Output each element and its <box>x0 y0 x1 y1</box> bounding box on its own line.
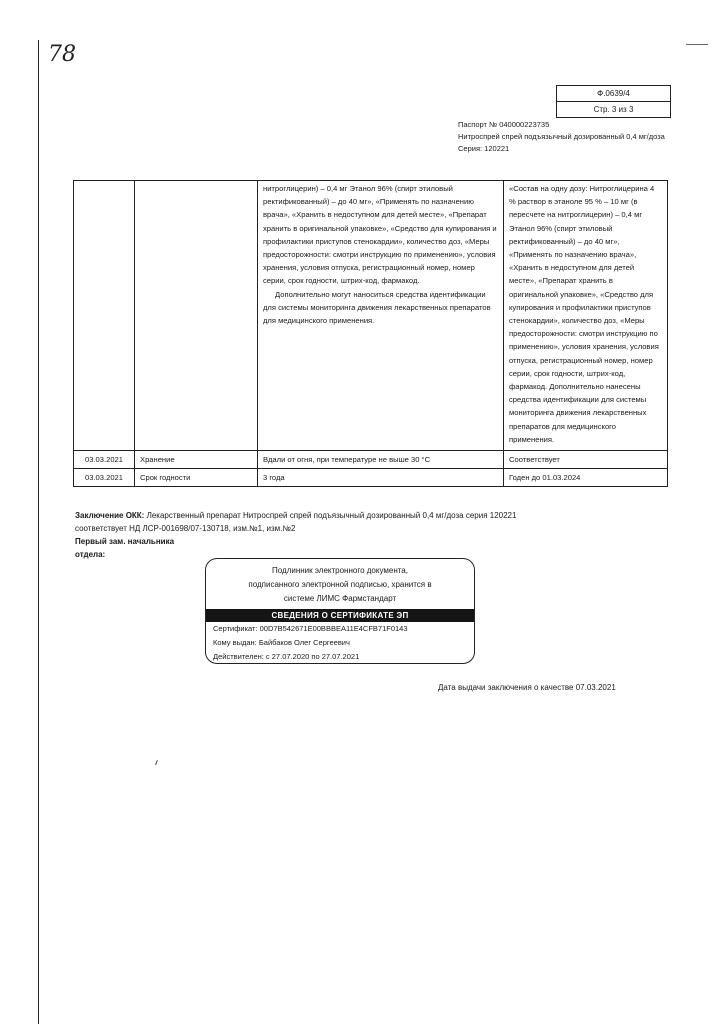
issue-date: Дата выдачи заключения о качестве 07.03.2021 <box>438 683 616 692</box>
table-cell-result: «Состав на одну дозу: Нитроглицерина 4 % раствор в этаноле 95 % – 10 мг (в пересчете на нитроглицерин) – 0,4 мг Этанол 96% (спирт этиловый ректификованный) – до 40 мг», «Применять по назначению врача», «Хранить в недоступном для детей месте», «Препарат хранить в оригинальной упаковке», «Средство для купирования и профилактики приступов стенокардии», количество доз, «Меры предосторожности: смотри инструкцию по применению», условия хранения, условия отпуска, регистрационный номер, номер серии, срок годности, штрих-код, фармакод. Дополнительно нанесены средства идентификации для системы мониторинга движения лекарственных препаратов для медицинского применения. <box>504 181 668 451</box>
table-cell-result: Соответствует <box>504 451 668 469</box>
conclusion-line-2: соответствует НД ЛСР-001698/07-130718, изм.№1, изм.№2 <box>75 524 296 533</box>
electronic-signature-stamp <box>205 558 475 664</box>
table-row <box>74 181 668 451</box>
table-row <box>74 451 668 469</box>
form-code: Ф.0639/4 <box>597 89 630 98</box>
signer-department: отдела: <box>75 550 106 559</box>
conclusion-label: Заключение ОКК: <box>75 511 145 520</box>
table-cell-indicator <box>135 181 258 451</box>
scan-edge-line <box>38 40 39 1024</box>
table-cell-date: 03.03.2021 <box>74 469 135 487</box>
page-indicator: Стр. 3 из 3 <box>557 101 670 117</box>
stamp-issued-to: Кому выдан: Байбаков Олег Сергеевич <box>213 638 350 647</box>
stamp-validity: Действителен: с 27.07.2020 по 27.07.2021 <box>213 652 360 661</box>
conclusion-line-1 <box>75 509 635 522</box>
table-cell-result: Годен до 01.03.2024 <box>504 469 668 487</box>
table-cell-indicator: Хранение <box>135 451 258 469</box>
form-code-box <box>556 85 671 118</box>
conclusion-text: Лекарственный препарат Нитроспрей спрей подъязычный дозированный 0,4 мг/доза серия 120221 <box>144 511 517 520</box>
stamp-line-2: подписанного электронной подписью, хранится в <box>248 580 432 589</box>
stamp-certificate-number: Сертификат: 00D7B542671E00BBBEA11E4CFB71F0143 <box>213 624 408 633</box>
handwritten-page-number: 78 <box>48 42 76 67</box>
requirement-text: нитроглицерин) – 0,4 мг Этанол 96% (спирт этиловый ректификованный) – до 40 мг», «Применять по назначению врача», «Хранить в недоступном для детей месте», «Препарат хранить в оригинальной упаковке», «Средство для купирования и профилактики приступов стенокардии», количество доз, «Меры предосторожности: смотри инструкцию по применению», условия хранения, условия отпуска, регистрационный номер, номер серии, срок годности, штрих-код, фармакод. <box>263 184 497 286</box>
scan-mark <box>155 760 158 765</box>
table-row <box>74 469 668 487</box>
passport-block <box>458 119 668 155</box>
passport-series: Серия: 120221 <box>458 144 510 153</box>
stamp-line-1: Подлинник электронного документа, <box>272 566 408 575</box>
stamp-line-3: системе ЛИМС Фармстандарт <box>283 594 397 603</box>
table-cell-indicator: Срок годности <box>135 469 258 487</box>
passport-number: Паспорт № 040000223735 <box>458 120 550 129</box>
requirement-note: Дополнительно могут наноситься средства идентификации для системы мониторинга движения лекарственных препаратов для медицинского применения. <box>263 289 491 326</box>
signer-position: Первый зам. начальника <box>75 537 175 546</box>
scan-mark <box>686 44 708 45</box>
table-cell-date: 03.03.2021 <box>74 451 135 469</box>
stamp-header-text <box>206 559 474 606</box>
passport-product: Нитроспрей спрей подъязычный дозированный 0,4 мг/доза <box>458 132 665 141</box>
table-cell-date <box>74 181 135 451</box>
table-cell-requirement <box>258 181 504 451</box>
table-cell-requirement: Вдали от огня, при температуре не выше 30 °С <box>258 451 504 469</box>
conclusion-block <box>75 509 635 561</box>
analysis-table <box>73 180 668 487</box>
table-cell-requirement: 3 года <box>258 469 504 487</box>
stamp-certificate-header: СВЕДЕНИЯ О СЕРТИФИКАТЕ ЭП <box>206 609 474 622</box>
